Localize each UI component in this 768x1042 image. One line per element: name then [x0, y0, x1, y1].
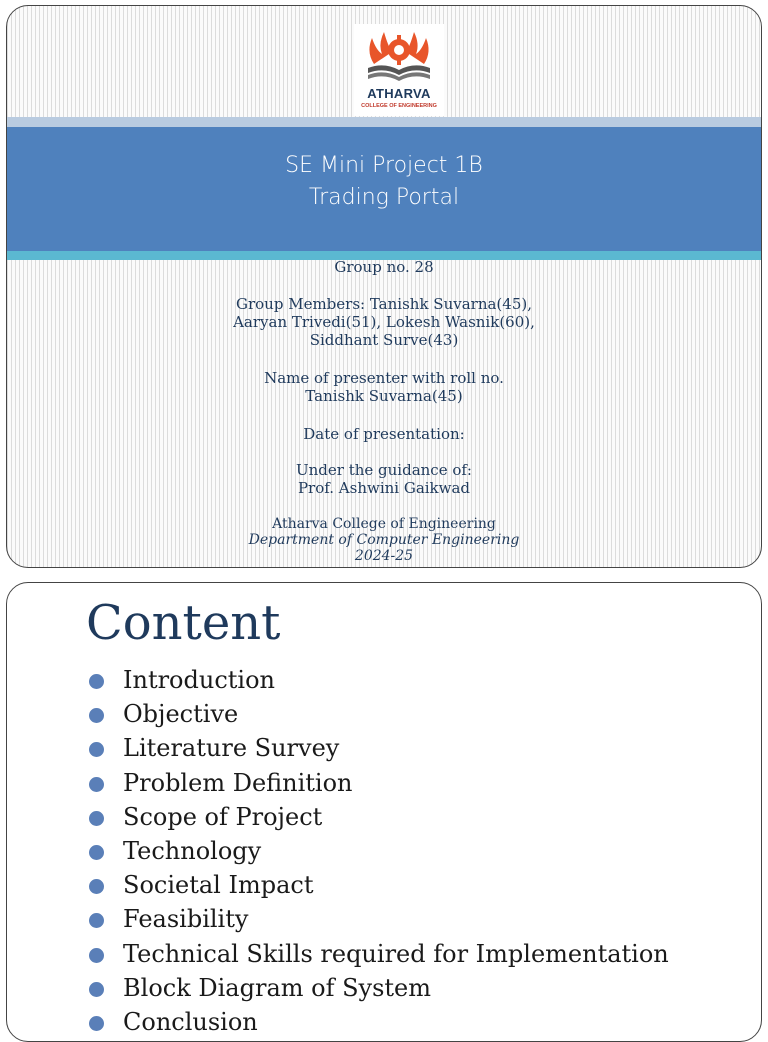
list-item [87, 766, 669, 800]
department-name: Department of Computer Engineering [248, 532, 520, 548]
list-item-label: Technology [123, 836, 262, 865]
members-line-2: Aaryan Trivedi(51), Lokesh Wasnik(60), [233, 313, 535, 331]
list-item-label: Literature Survey [123, 734, 340, 763]
college-name: Atharva College of Engineering [272, 516, 496, 532]
bullet-icon [89, 742, 104, 757]
bullet-icon [89, 879, 104, 894]
date-label: Date of presentation: [303, 425, 465, 443]
members-line-1: Group Members: Tanishk Suvarna(45), [236, 295, 532, 313]
list-item [87, 937, 669, 971]
list-item-label: Objective [123, 700, 239, 729]
college-logo [354, 24, 444, 116]
presenter-label: Name of presenter with roll no. [264, 369, 504, 387]
list-item-label: Problem Definition [123, 768, 353, 797]
list-item-label: Introduction [123, 666, 275, 694]
list-item [87, 697, 669, 731]
list-item-label: Block Diagram of System [123, 973, 432, 1002]
title-slide[interactable] [6, 5, 762, 568]
members-line-3: Siddhant Surve(43) [309, 331, 459, 349]
list-item-label: Technical Skills required for Implementation [123, 939, 669, 968]
list-item [87, 1005, 669, 1039]
list-item [87, 834, 669, 868]
list-item-label: Societal Impact [123, 871, 314, 900]
bullet-icon [89, 845, 104, 860]
list-item-label: Scope of Project [123, 802, 323, 831]
guide-name: Prof. Ashwini Gaikwad [297, 479, 471, 497]
guidance-label: Under the guidance of: [295, 461, 472, 479]
slide-title-line1: SE Mini Project 1B [285, 153, 483, 178]
bullet-icon [89, 708, 104, 723]
logo-emblem-icon [354, 24, 444, 86]
list-item [87, 731, 669, 765]
list-item-label: Conclusion [123, 1007, 258, 1036]
bullet-icon [89, 674, 104, 689]
list-item-label: Feasibility [123, 905, 249, 934]
content-list [87, 663, 669, 1039]
slide-title-line2: Trading Portal [308, 185, 460, 210]
title-band-top [7, 117, 761, 127]
logo-subtitle: COLLEGE OF ENGINEERING [361, 103, 437, 109]
bullet-icon [89, 1016, 104, 1031]
list-item [87, 800, 669, 834]
bullet-icon [89, 948, 104, 963]
bullet-icon [89, 913, 104, 928]
list-item [87, 663, 669, 697]
bullet-icon [89, 777, 104, 792]
academic-year: 2024-25 [354, 548, 414, 564]
presenter-name: Tanishk Suvarna(45) [305, 387, 463, 405]
bullet-icon [89, 982, 104, 997]
list-item [87, 902, 669, 936]
content-title: Content [86, 595, 281, 651]
list-item [87, 971, 669, 1005]
group-number: Group no. 28 [334, 258, 434, 276]
list-item [87, 868, 669, 902]
content-slide[interactable] [6, 582, 762, 1042]
logo-name: ATHARVA [367, 86, 431, 101]
bullet-icon [89, 811, 104, 826]
